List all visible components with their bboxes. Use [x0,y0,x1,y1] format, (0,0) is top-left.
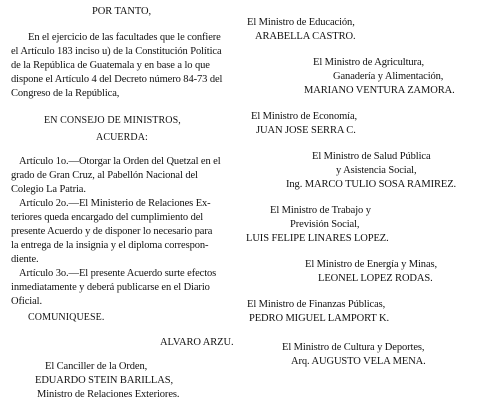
article-line: presente Acuerdo y de disponer lo necesario para [11,226,213,237]
article-line: grado de Gran Cruz, al Pabellón Nacional del [11,170,198,181]
minister-education-title: El Ministro de Educación, [247,17,355,28]
minister-health-title: y Asistencia Social, [336,165,417,176]
minister-economy-title: El Ministro de Economía, [251,111,358,122]
president-signature: ALVARO ARZU. [160,337,234,348]
minister-culture-title: El Ministro de Cultura y Deportes, [282,342,425,353]
acuerda-heading: ACUERDA: [96,132,148,143]
minister-agriculture-name: MARIANO VENTURA ZAMORA. [304,85,455,96]
article-line: Artículo 2o.—El Ministerio de Relaciones Ex- [19,198,211,209]
chancellor-name: EDUARDO STEIN BARILLAS, [35,375,173,386]
article-line: inmediatamente y deberá publicarse en el Diario [11,282,210,293]
article-line: teriores queda encargado del cumplimiento del [11,212,204,223]
article-line: la entrega de la insignia y el diploma correspon- [11,240,209,251]
preamble-line: Congreso de la República, [11,88,120,99]
minister-labor-title: El Ministro de Trabajo y [270,205,371,216]
article-line: Artículo 3o.—El presente Acuerdo surte efectos [19,268,217,279]
preamble-line: En el ejercicio de las facultades que le confiere [28,32,221,43]
minister-energy-title: El Ministro de Energía y Minas, [305,259,438,270]
preamble-line: el Artículo 183 inciso u) de la Constitución Política [11,46,222,57]
minister-agriculture-title: El Ministro de Agricultura, [313,57,425,68]
article-line: Artículo 1o.—Otorgar la Orden del Quetzal en el [19,156,221,167]
minister-finance-title: El Ministro de Finanzas Públicas, [247,299,386,310]
article-line: Colegio La Patria. [11,184,86,195]
comuniquese-text: COMUNIQUESE. [28,312,105,323]
minister-energy-name: LEONEL LOPEZ RODAS. [318,273,433,284]
article-line: Oficial. [11,296,42,307]
minister-health-title: El Ministro de Salud Pública [312,151,431,162]
minister-labor-title: Previsión Social, [290,219,360,230]
minister-economy-name: JUAN JOSE SERRA C. [256,125,356,136]
preamble-line: dispone el Artículo 4 del Decreto número 84-73 del [11,74,223,85]
preamble-line: de la República de Guatemala y en base a lo que [11,60,210,71]
minister-education-name: ARABELLA CASTRO. [255,31,356,42]
article-line: diente. [11,254,39,265]
minister-finance-name: PEDRO MIGUEL LAMPORT K. [249,313,389,324]
por-tanto-heading: POR TANTO, [92,6,152,17]
minister-labor-name: LUIS FELIPE LINARES LOPEZ. [246,233,389,244]
minister-agriculture-title: Ganadería y Alimentación, [333,71,444,82]
minister-culture-name: Arq. AUGUSTO VELA MENA. [291,356,426,367]
chancellor-role: Ministro de Relaciones Exteriores. [37,389,180,400]
minister-health-name: Ing. MARCO TULIO SOSA RAMIREZ. [286,179,457,190]
chancellor-title: El Canciller de la Orden, [45,361,148,372]
council-heading: EN CONSEJO DE MINISTROS, [44,115,181,126]
